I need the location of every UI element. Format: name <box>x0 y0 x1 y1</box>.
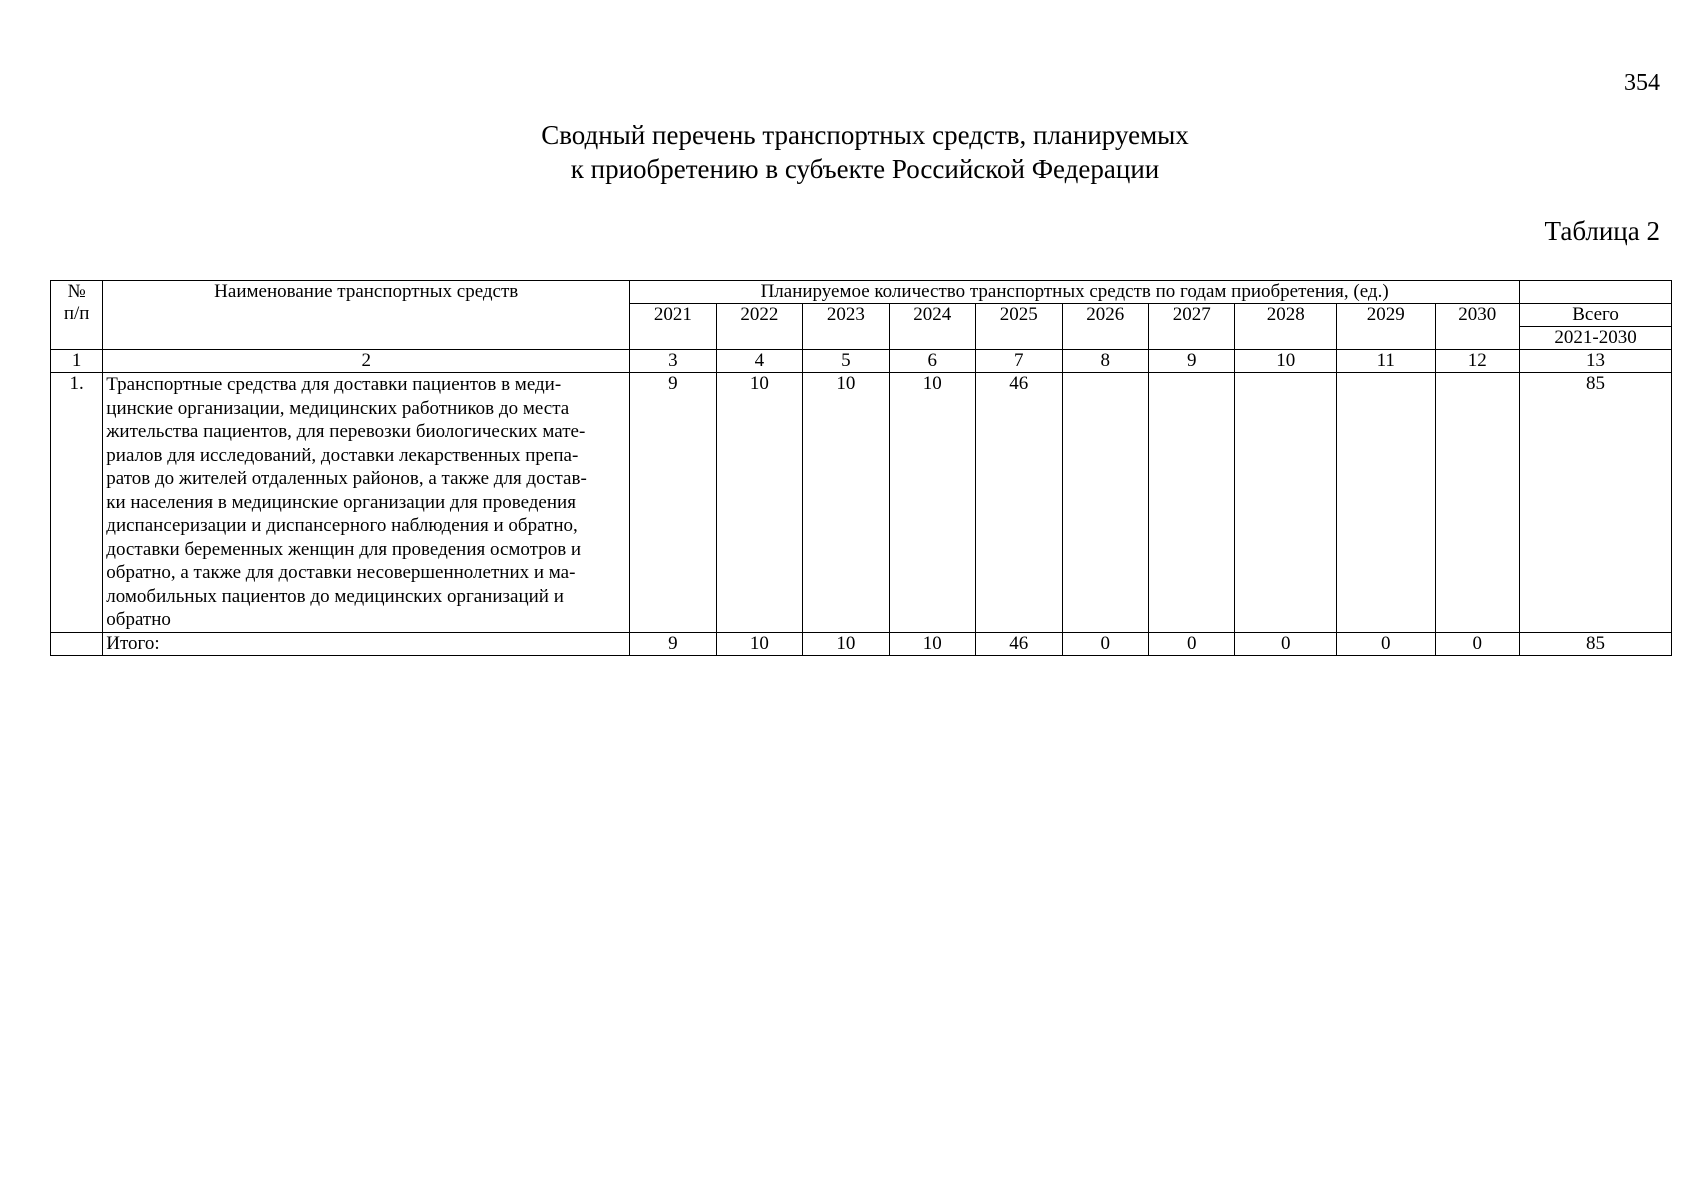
header-no <box>51 281 103 350</box>
year-value <box>1148 373 1234 633</box>
total-row <box>51 632 1672 655</box>
total-value: 0 <box>1235 632 1337 655</box>
column-number: 2 <box>103 350 630 373</box>
total-value: 46 <box>976 632 1062 655</box>
description-line: ломобильных пациентов до медицинских организаций и <box>106 585 564 607</box>
column-number: 3 <box>630 350 716 373</box>
vehicles-table <box>50 280 1672 656</box>
header-year: 2030 <box>1435 304 1520 350</box>
year-value <box>1062 373 1148 633</box>
total-label: Итого: <box>103 632 630 655</box>
column-number: 1 <box>51 350 103 373</box>
header-no-line-2: п/п <box>63 303 90 324</box>
grand-total: 85 <box>1520 632 1672 655</box>
page-number: 354 <box>1624 70 1660 96</box>
header-total-line-1: Всего <box>1520 304 1672 327</box>
column-number: 10 <box>1235 350 1337 373</box>
total-value: 10 <box>889 632 975 655</box>
header-total-line-2: 2021-2030 <box>1520 327 1672 350</box>
year-value: 9 <box>630 373 716 633</box>
description-line: жительства пациентов, для перевозки биологических мате- <box>106 421 586 442</box>
description-line: ратов до жителей отдаленных районов, а также для достав- <box>106 468 587 489</box>
header-year: 2024 <box>889 304 975 350</box>
header-year: 2028 <box>1235 304 1337 350</box>
header-row-1 <box>51 281 1672 304</box>
total-value: 0 <box>1062 632 1148 655</box>
year-value: 10 <box>889 373 975 633</box>
column-number: 13 <box>1520 350 1672 373</box>
column-number: 11 <box>1336 350 1435 373</box>
description-line: риалов для исследований, доставки лекарственных препа- <box>106 444 579 466</box>
year-value <box>1336 373 1435 633</box>
header-blank <box>1520 281 1672 304</box>
year-value: 46 <box>976 373 1062 633</box>
column-number: 6 <box>889 350 975 373</box>
year-value: 10 <box>803 373 889 633</box>
document-title <box>0 118 1697 186</box>
column-number: 5 <box>803 350 889 373</box>
column-number-row <box>51 350 1672 373</box>
column-number: 9 <box>1148 350 1234 373</box>
column-number: 7 <box>976 350 1062 373</box>
header-planned: Планируемое количество транспортных средств по годам приобретения, (ед.) <box>630 281 1520 304</box>
year-value <box>1235 373 1337 633</box>
total-value: 0 <box>1336 632 1435 655</box>
header-year: 2022 <box>716 304 802 350</box>
header-year: 2023 <box>803 304 889 350</box>
row-total: 85 <box>1520 373 1672 633</box>
title-line-1: Сводный перечень транспортных средств, планируемых <box>541 120 1189 150</box>
header-year: 2025 <box>976 304 1062 350</box>
row-number: 1. <box>51 373 103 633</box>
description-line: цинские организации, медицинских работников до места <box>106 397 570 419</box>
total-value: 0 <box>1148 632 1234 655</box>
description-line: диспансеризации и диспансерного наблюдения и обратно, <box>106 515 578 536</box>
vehicle-description <box>103 373 630 633</box>
year-value <box>1435 373 1520 633</box>
header-name: Наименование транспортных средств <box>103 281 630 350</box>
title-line-2: к приобретению в субъекте Российской Федерации <box>570 154 1160 184</box>
total-value: 10 <box>716 632 802 655</box>
header-year: 2027 <box>1148 304 1234 350</box>
description-line: Транспортные средства для доставки пациентов в меди- <box>106 374 562 395</box>
table-label: Таблица 2 <box>1544 216 1660 246</box>
header-year: 2021 <box>630 304 716 350</box>
header-year: 2026 <box>1062 304 1148 350</box>
year-value: 10 <box>716 373 802 633</box>
column-number: 12 <box>1435 350 1520 373</box>
description-line: доставки беременных женщин для проведения осмотров и <box>106 538 582 560</box>
table-row <box>51 373 1672 633</box>
column-number: 4 <box>716 350 802 373</box>
column-number: 8 <box>1062 350 1148 373</box>
header-year: 2029 <box>1336 304 1435 350</box>
total-value: 0 <box>1435 632 1520 655</box>
total-row-number <box>51 632 103 655</box>
header-no-line-1: № <box>67 281 86 302</box>
total-value: 9 <box>630 632 716 655</box>
description-line: ки населения в медицинские организации для проведения <box>106 491 576 513</box>
description-line: обратно <box>106 609 171 630</box>
description-line: обратно, а также для доставки несовершеннолетних и ма- <box>106 562 576 583</box>
total-value: 10 <box>803 632 889 655</box>
